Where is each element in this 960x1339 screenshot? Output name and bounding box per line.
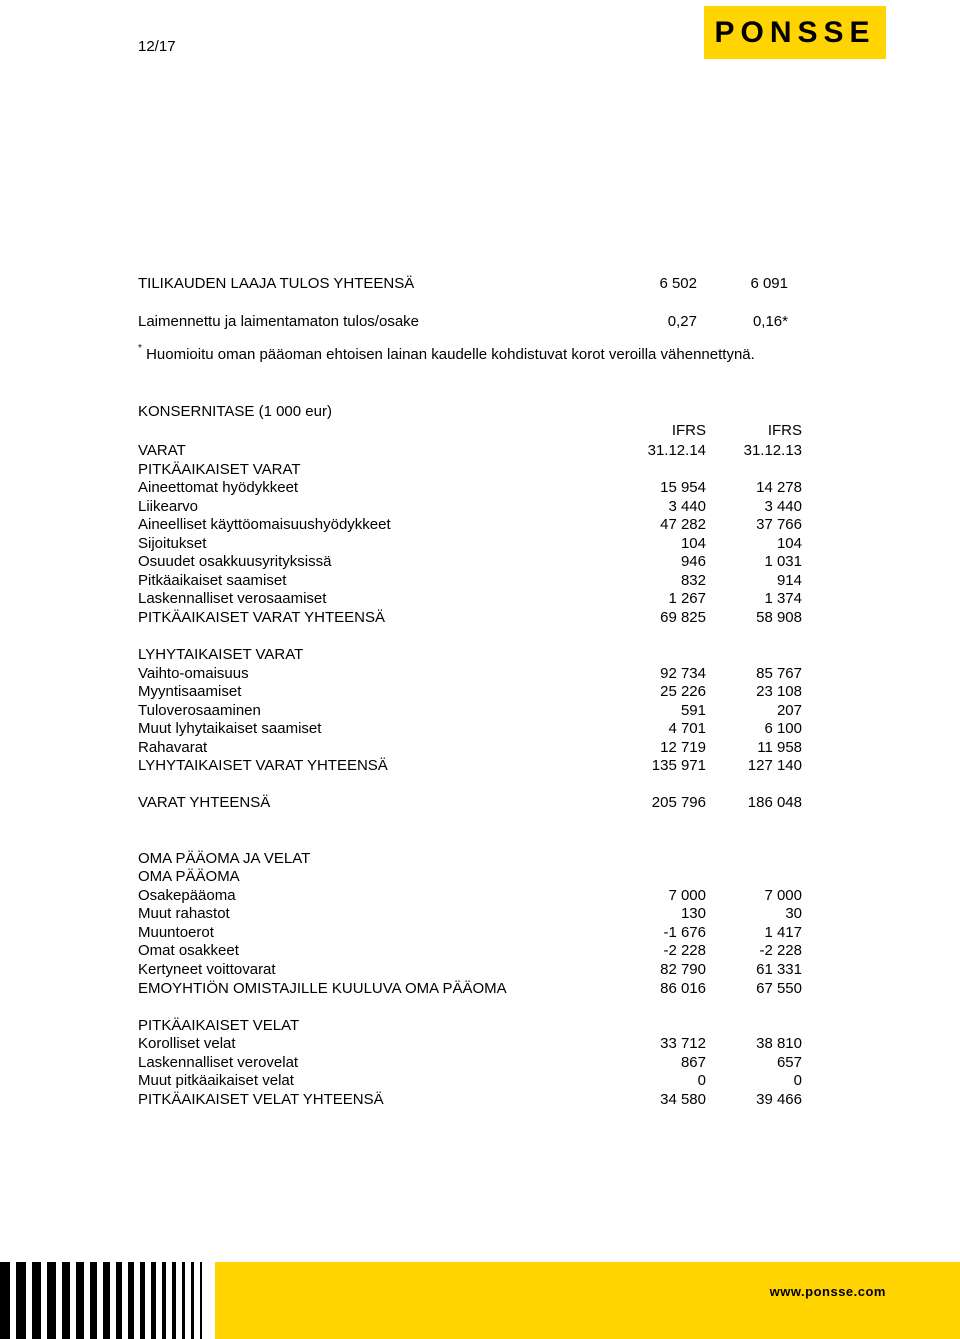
table-row: [0, 1091, 960, 1109]
row-value-2013: 7 000: [764, 887, 802, 904]
balance-sheet-title: KONSERNITASE (1 000 eur): [138, 403, 332, 420]
page-number: 12/17: [138, 38, 176, 55]
row-value-2014: 1 267: [668, 590, 706, 607]
row-label: Aineettomat hyödykkeet: [138, 479, 299, 496]
row-label: LYHYTAIKAISET VARAT YHTEENSÄ: [138, 757, 388, 774]
row-value-2013: 61 331: [756, 961, 802, 978]
row-value-2013: 0: [793, 1072, 802, 1089]
table-row: [0, 850, 960, 868]
row-value-2013: 30: [785, 905, 802, 922]
row-label: Pitkäaikaiset saamiset: [138, 572, 287, 589]
row-label: PITKÄAIKAISET VARAT: [138, 461, 301, 478]
table-row: [0, 942, 960, 960]
row-value-2013: 67 550: [756, 980, 802, 997]
row-value-2013: 3 440: [764, 498, 802, 515]
table-row: [0, 924, 960, 942]
table-row: [0, 461, 960, 479]
row-value-2013: 14 278: [756, 479, 802, 496]
table-row: [0, 553, 960, 571]
row-label: LYHYTAIKAISET VARAT: [138, 646, 304, 663]
table-row: [0, 535, 960, 553]
row-label: EMOYHTIÖN OMISTAJILLE KUULUVA OMA PÄÄOMA: [138, 980, 507, 997]
table-row: [0, 868, 960, 886]
row-value-2014: 946: [680, 553, 706, 570]
row-label: Korolliset velat: [138, 1035, 236, 1052]
column-standard-2013: IFRS: [767, 422, 802, 439]
row-value-2013: 85 767: [756, 665, 802, 682]
row-value-2014: 130: [680, 905, 706, 922]
table-row: [0, 1072, 960, 1090]
row-value-2014: 82 790: [660, 961, 706, 978]
column-standard-2014: IFRS: [671, 422, 706, 439]
footer-url[interactable]: www.ponsse.com: [769, 1284, 886, 1299]
row-label: PITKÄAIKAISET VELAT: [138, 1017, 300, 1034]
row-label: Omat osakkeet: [138, 942, 239, 959]
row-value-2014: 86 016: [660, 980, 706, 997]
table-row: [0, 479, 960, 497]
header-label: VARAT: [138, 442, 186, 459]
row-value-2013: 37 766: [756, 516, 802, 533]
row-label: Laimennettu ja laimentamaton tulos/osake: [138, 313, 420, 330]
logo-text: PONSSE: [714, 15, 876, 49]
table-row: [0, 665, 960, 683]
row-label: OMA PÄÄOMA: [138, 868, 240, 885]
table-row: [0, 1035, 960, 1053]
row-label: Myyntisaamiset: [138, 683, 242, 700]
row-value-2014: 12 719: [660, 739, 706, 756]
row-label: Aineelliset käyttöomaisuushyödykkeet: [138, 516, 391, 533]
row-value-2013: 207: [776, 702, 802, 719]
row-value-2013: 1 374: [764, 590, 802, 607]
footer-stripe-band: [0, 1262, 960, 1339]
row-value-2013: 6 100: [764, 720, 802, 737]
row-value-2014: 0: [697, 1072, 706, 1089]
table-row: [0, 702, 960, 720]
row-value-2013: 104: [776, 535, 802, 552]
row-value-2014: 92 734: [660, 665, 706, 682]
row-value-2014: -1 676: [663, 924, 706, 941]
table-row: [0, 757, 960, 775]
ponsse-logo: [704, 6, 886, 59]
row-value-2014: 0,27: [667, 313, 697, 330]
balance-header-row: [0, 442, 960, 460]
row-label: Vaihto-omaisuus: [138, 665, 249, 682]
row-value-2013: 23 108: [756, 683, 802, 700]
row-label: Muuntoerot: [138, 924, 214, 941]
row-label: Osakepääoma: [138, 887, 236, 904]
row-value-2013: 39 466: [756, 1091, 802, 1108]
table-row: [0, 720, 960, 738]
row-value-2014: 6 502: [659, 275, 697, 292]
row-value-2013: 0,16*: [752, 313, 788, 330]
row-label: Muut pitkäaikaiset velat: [138, 1072, 294, 1089]
row-value-2014: 3 440: [668, 498, 706, 515]
row-label: PITKÄAIKAISET VELAT YHTEENSÄ: [138, 1091, 384, 1108]
table-row: [0, 961, 960, 979]
table-row: [0, 1054, 960, 1072]
row-label: VARAT YHTEENSÄ: [138, 794, 271, 811]
row-label: TILIKAUDEN LAAJA TULOS YHTEENSÄ: [138, 275, 415, 292]
row-label: Muut lyhytaikaiset saamiset: [138, 720, 322, 737]
table-row: [0, 794, 960, 812]
row-label: OMA PÄÄOMA JA VELAT: [138, 850, 311, 867]
table-row: [0, 572, 960, 590]
footnote-text: Huomioitu oman pääoman ehtoisen lainan kaudelle kohdistuvat korot veroilla vähennettynä.: [146, 346, 755, 363]
row-value-2014: 33 712: [660, 1035, 706, 1052]
footnote-marker: *: [138, 343, 142, 354]
summary-row-total-comprehensive-income: [0, 275, 960, 293]
table-row: [0, 498, 960, 516]
table-row: [0, 516, 960, 534]
row-label: Laskennalliset verosaamiset: [138, 590, 327, 607]
row-value-2013: 6 091: [750, 275, 788, 292]
table-row: [0, 739, 960, 757]
row-label: Liikearvo: [138, 498, 199, 515]
row-label: Muut rahastot: [138, 905, 230, 922]
row-value-2014: 205 796: [651, 794, 706, 811]
row-label: Osuudet osakkuusyrityksissä: [138, 553, 332, 570]
row-value-2013: 58 908: [756, 609, 802, 626]
row-value-2014: -2 228: [663, 942, 706, 959]
row-value-2014: 69 825: [660, 609, 706, 626]
row-value-2013: -2 228: [759, 942, 802, 959]
row-value-2014: 15 954: [660, 479, 706, 496]
row-label: Laskennalliset verovelat: [138, 1054, 299, 1071]
table-row: [0, 980, 960, 998]
row-value-2013: 914: [776, 572, 802, 589]
summary-row-eps: [0, 313, 960, 331]
row-value-2013: 657: [776, 1054, 802, 1071]
row-label: Sijoitukset: [138, 535, 207, 552]
table-row: [0, 905, 960, 923]
table-row: [0, 1017, 960, 1035]
column-standard-row: [0, 422, 960, 440]
row-value-2014: 47 282: [660, 516, 706, 533]
row-value-2013: 11 958: [757, 739, 802, 756]
column-date-2013: 31.12.13: [743, 442, 802, 459]
row-value-2013: 1 417: [764, 924, 802, 941]
row-value-2013: 127 140: [747, 757, 802, 774]
balance-sheet-title-row: [0, 403, 960, 421]
row-label: Rahavarat: [138, 739, 208, 756]
row-value-2014: 4 701: [668, 720, 706, 737]
row-label: PITKÄAIKAISET VARAT YHTEENSÄ: [138, 609, 386, 626]
row-value-2014: 7 000: [668, 887, 706, 904]
column-date-2014: 31.12.14: [647, 442, 706, 459]
row-value-2014: 135 971: [651, 757, 706, 774]
table-row: [0, 887, 960, 905]
row-value-2014: 34 580: [660, 1091, 706, 1108]
row-value-2013: 38 810: [756, 1035, 802, 1052]
row-value-2014: 104: [680, 535, 706, 552]
table-row: [0, 646, 960, 664]
row-value-2014: 867: [680, 1054, 706, 1071]
table-row: [0, 609, 960, 627]
row-label: Tuloverosaaminen: [138, 702, 261, 719]
row-value-2014: 832: [680, 572, 706, 589]
row-value-2014: 591: [680, 702, 706, 719]
row-label: Kertyneet voittovarat: [138, 961, 276, 978]
table-row: [0, 683, 960, 701]
row-value-2013: 186 048: [747, 794, 802, 811]
footnote: [138, 345, 755, 363]
row-value-2014: 25 226: [660, 683, 706, 700]
table-row: [0, 590, 960, 608]
row-value-2013: 1 031: [764, 553, 802, 570]
